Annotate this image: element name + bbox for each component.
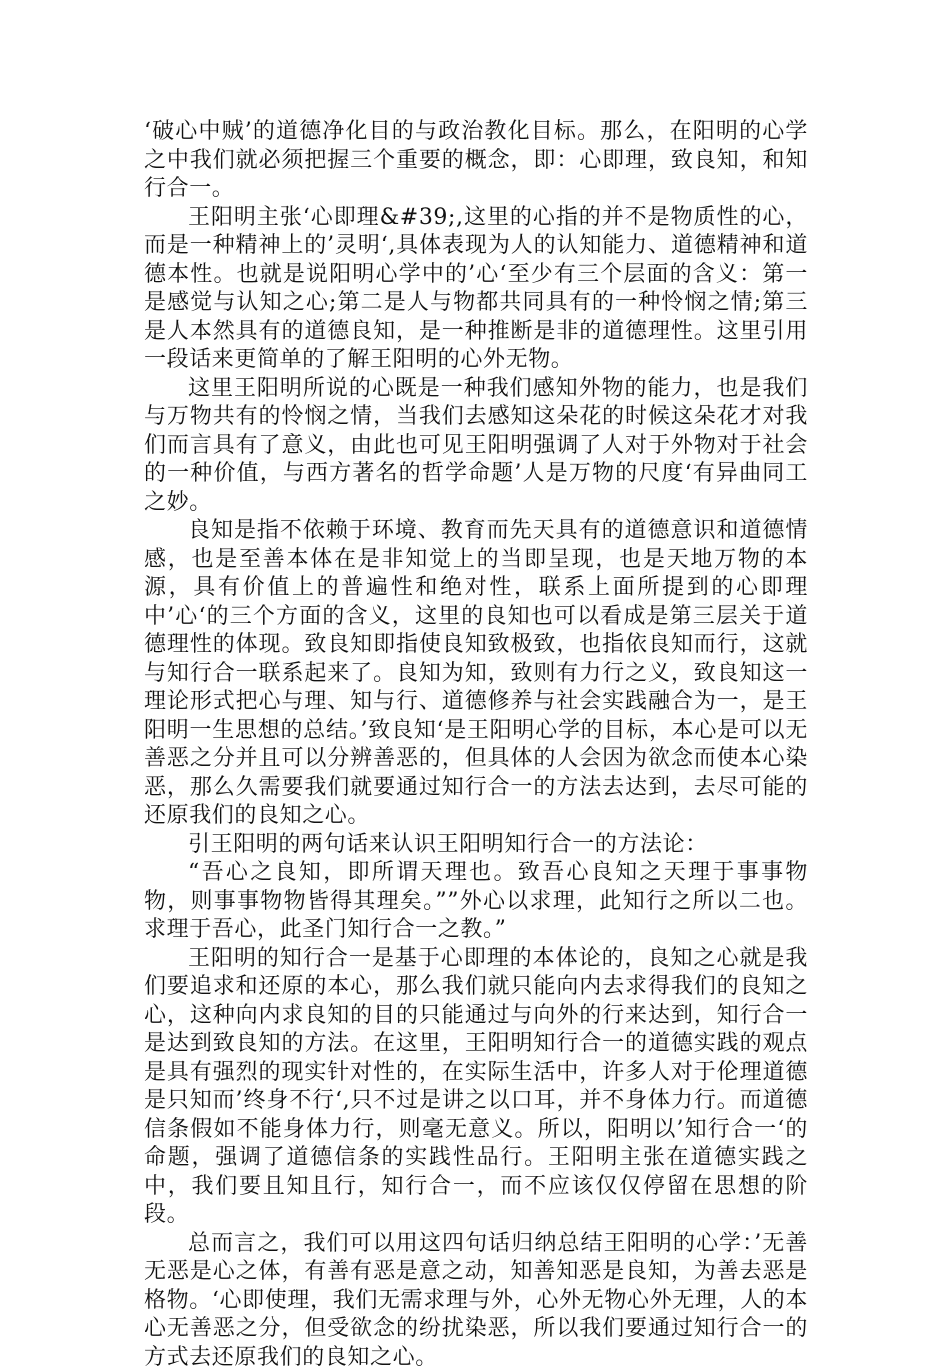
paragraph-quote: “吾心之良知，即所谓天理也。致吾心良知之天理于事事物物，则事事物物皆得其理矣。””外心以求理，此知行之所以二也。求理于吾心，此圣门知行合一之教。” [144,859,808,945]
paragraph-liang-zhi: 良知是指不依赖于环境、教育而先天具有的道德意识和道德情感，也是至善本体在是非知觉上的当即呈现，也是天地万物的本源，具有价值上的普遍性和绝对性，联系上面所提到的心即理中’心‘的三个方面的含义，这里的良知也可以看成是第三层关于道德理性的体现。致良知即指使良知致极致，也指依良知而行，这就与知行合一联系起来了。良知为知，致则有力行之义，致良知这一理论形式把心与理、知与行、道德修养与社会实践融合为一，是王阳明一生思想的总结。’致良知‘是王阳明心学的目标，本心是可以无善恶之分并且可以分辨善恶的，但具体的人会因为欲念而使本心染恶，那么久需要我们就要通过知行合一的方法去达到，去尽可能的还原我们的良知之心。 [144,517,808,831]
paragraph-zhi-xing-he-yi: 王阳明的知行合一是基于心即理的本体论的，良知之心就是我们要追求和还原的本心，那么我们就只能向内去求得我们的良知之心，这种向内求良知的目的只能通过与向外的行来达到，知行合一是达到致良知的方法。在这里，王阳明知行合一的道德实践的观点是具有强烈的现实针对性的，在实际生活中，许多人对于伦理道德是只知而’终身不行‘,只不过是讲之以口耳，并不身体力行。而道德信条假如不能身体力行，则毫无意义。所以，阳明以’知行合一‘的命题，强调了道德信条的实践性品行。王阳明主张在道德实践之中，我们要且知且行，知行合一，而不应该仅仅停留在思想的阶段。 [144,945,808,1230]
paragraph-conclusion: 总而言之，我们可以用这四句话归纳总结王阳明的心学：’无善无恶是心之体，有善有恶是意之动，知善知恶是良知，为善去恶是格物。‘心即使理，我们无需求理与外，心外无物心外无理，人的本心无善恶之分，但受欲念的纷扰染恶，所以我们要通过知行合一的方式去还原我们的良知之心。 [144,1230,808,1372]
body-text [144,118,808,1372]
paragraph-quote-intro: 引王阳明的两句话来认识王阳明知行合一的方法论： [144,831,808,860]
paragraph-intro: ‘破心中贼’的道德净化目的与政治教化目标。那么，在阳明的心学之中我们就必须把握三个重要的概念，即：心即理，致良知，和知行合一。 [144,118,808,204]
paragraph-xin-wai-wu-wu: 这里王阳明所说的心既是一种我们感知外物的能力，也是我们与万物共有的怜悯之情，当我们去感知这朵花的时候这朵花才对我们而言具有了意义，由此也可见王阳明强调了人对于外物对于社会的一种价值，与西方著名的哲学命题’人是万物的尺度‘有异曲同工之妙。 [144,375,808,518]
paragraph-xin-ji-li: 王阳明主张‘心即理&#39;,这里的心指的并不是物质性的心，而是一种精神上的’灵明‘,具体表现为人的认知能力、道德精神和道德本性。也就是说阳明心学中的’心‘至少有三个层面的含义：第一是感觉与认知之心;第二是人与物都共同具有的一种怜悯之情;第三是人本然具有的道德良知，是一种推断是非的道德理性。这里引用一段话来更简单的了解王阳明的心外无物。 [144,204,808,375]
